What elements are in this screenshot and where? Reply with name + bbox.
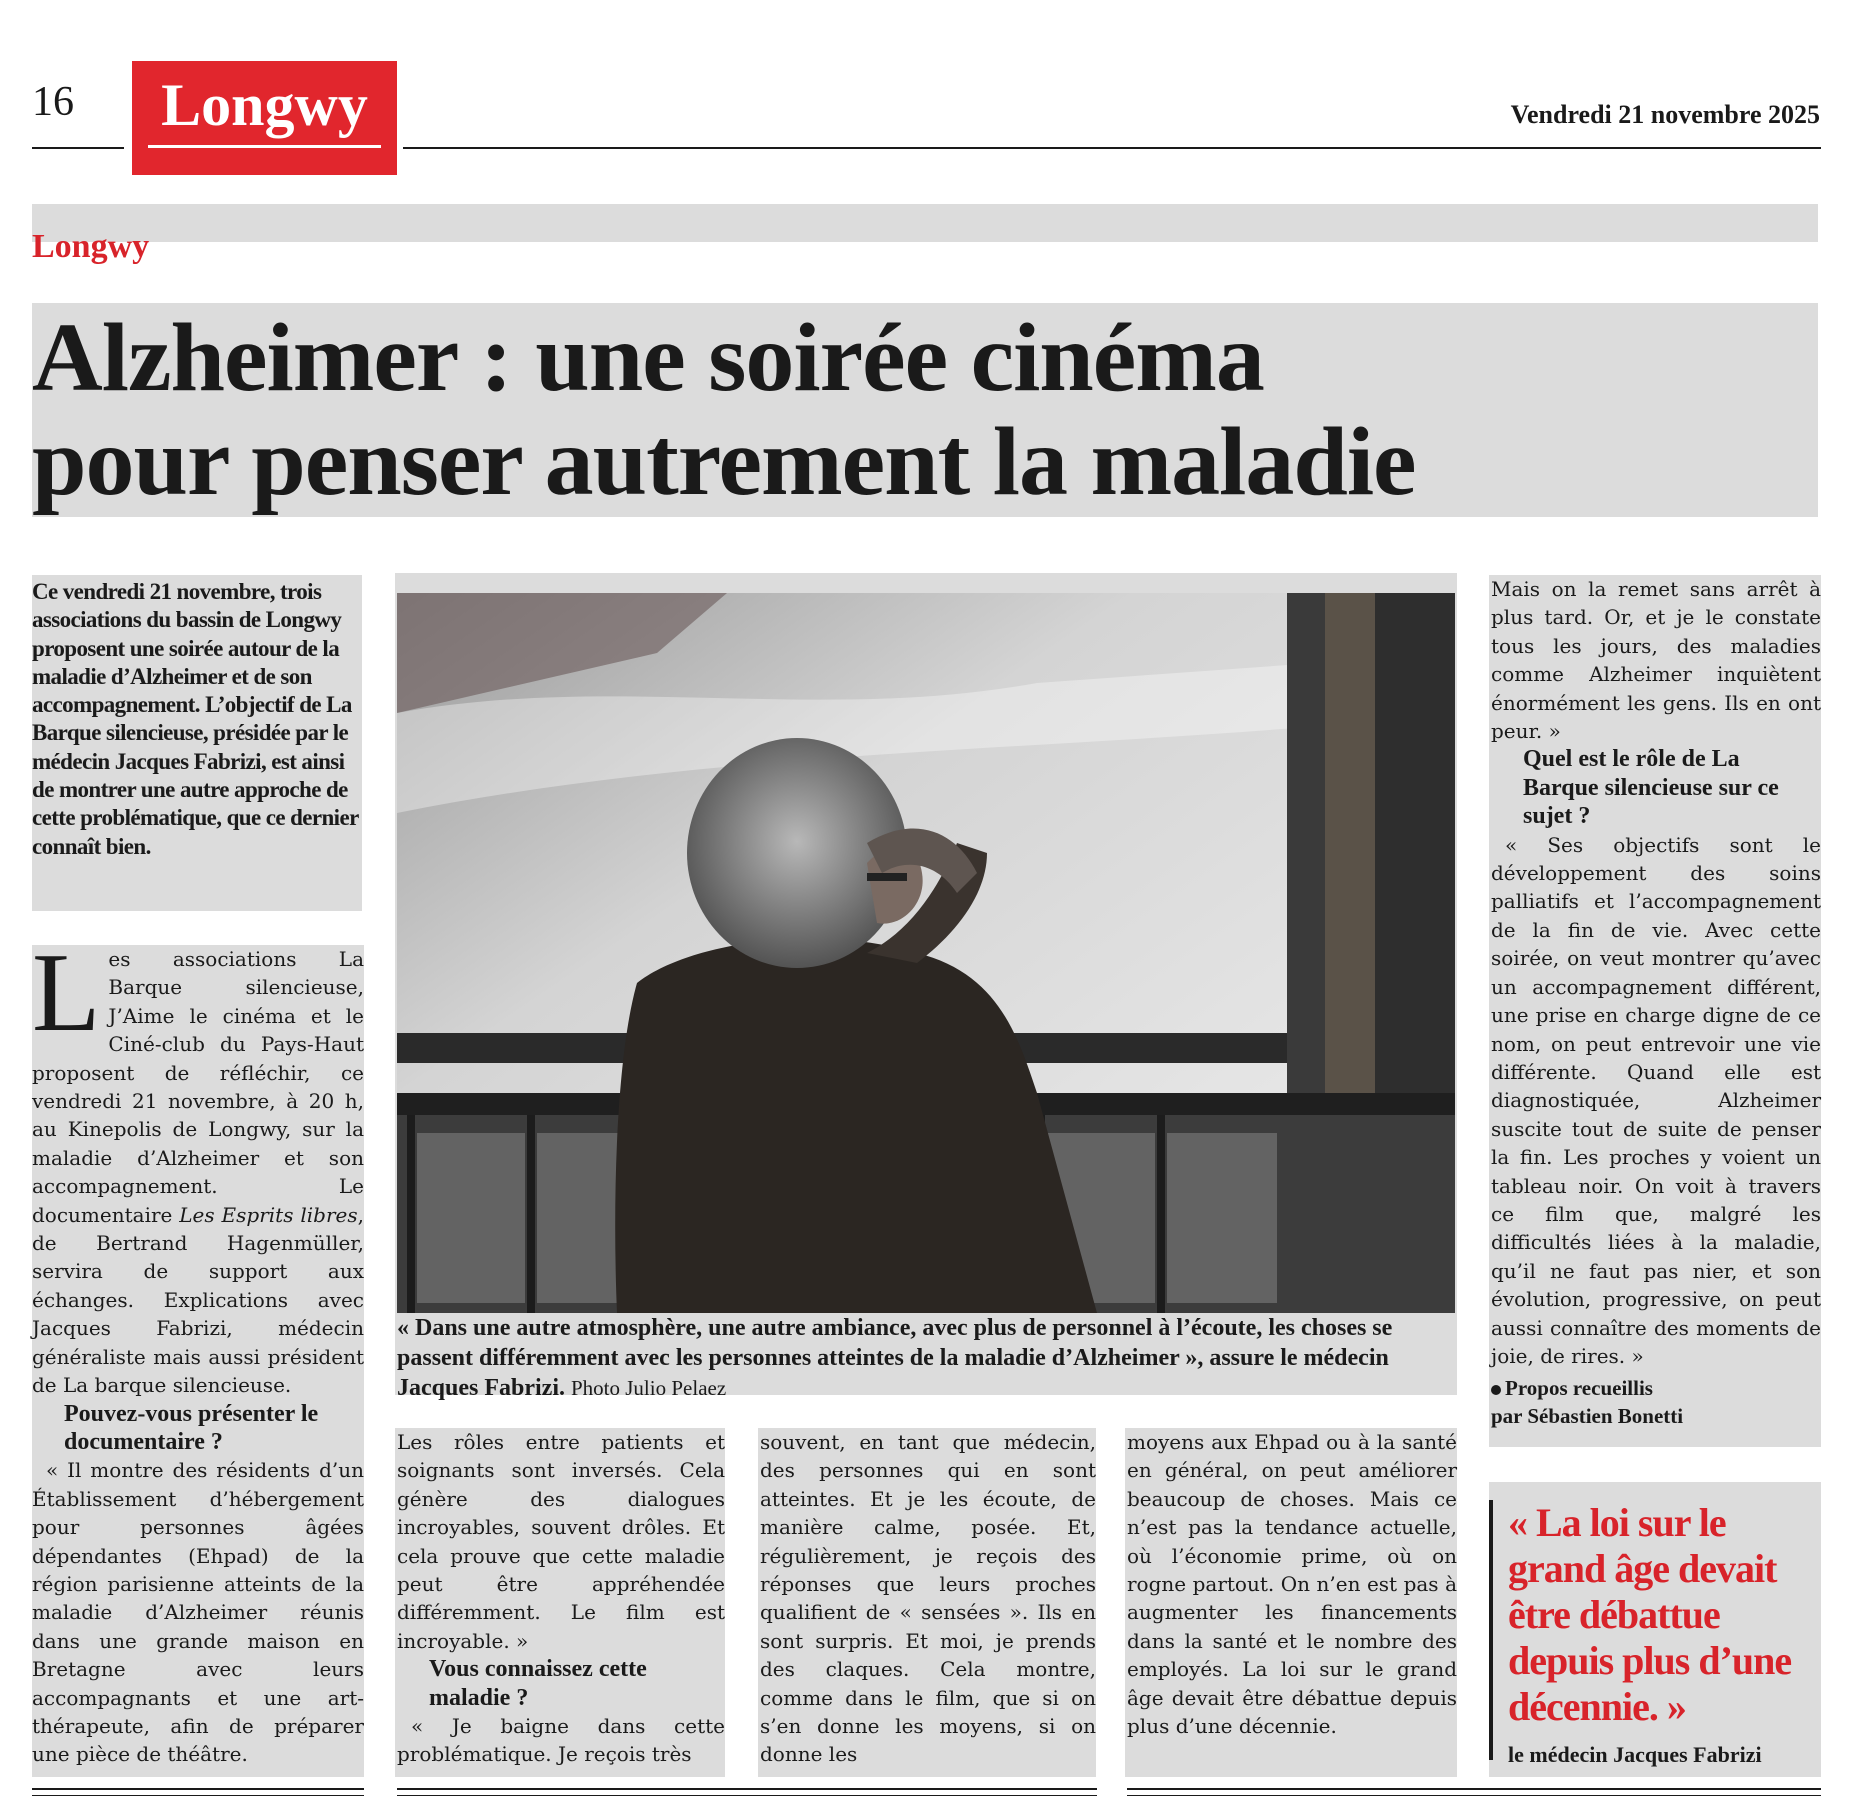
article-column-4 <box>1127 1428 1457 1740</box>
article-column-3 <box>760 1428 1096 1769</box>
interview-question: Pouvez-vous présenter le documentaire ? <box>64 1400 319 1455</box>
logo-text: Longwy <box>161 72 368 138</box>
bottom-rule <box>32 1795 364 1796</box>
interview-answer: « Ses objectifs sont le développement des soins palliatifs et l’accompagnement de la fin de vie. Avec cette soirée, on veut montrer qu’avec un accompagnement différent, une prise en charge digne de ce nom, on peut entrevoir une vie différente. Quand elle est diagnostiquée, Alzheimer suscite tout de suite de penser la fin. Les proches y voient un tableau noir. On voit à travers ce film que, malgré les difficultés liées à la maladie, qu’il ne faut pas nier, et son évolution, progressive, on peut aussi connaître des moments de joie, de rires. » <box>1491 832 1821 1368</box>
article-lead: Ce vendredi 21 novembre, trois associations du bassin de Longwy proposent une soirée autour de la maladie d’Alzheimer et de son accompagnement. L’objectif de La Barque silencieuse, présidée par le médecin Jacques Fabrizi, est ainsi de montrer une autre approche de cette problématique, que ce dernier connaît bien. <box>32 579 359 859</box>
caption-text: « Dans une autre atmosphère, une autre ambiance, avec plus de personnel à l’écoute, les choses se passent différemment avec les personnes atteintes de la maladie d’Alzheimer », assure le médecin Jacques Fabrizi. <box>397 1315 1393 1401</box>
interview-answer: souvent, en tant que médecin, des personnes qui en sont atteintes. Et je les écoute, de manière calme, posée. Et, régulièrement, je reçois des réponses que leurs proches qualifient de « sensées ». Ils en sont surpris. Et moi, je prends des claques. Cela montre, comme dans le film, que si on s’en donne les moyens, si on donne les <box>760 1430 1096 1767</box>
bottom-rule <box>1127 1788 1821 1790</box>
author-signature: Propos recueillis par Sébastien Bonetti <box>1491 1376 1684 1429</box>
header-rule <box>403 147 1821 149</box>
newspaper-logo <box>132 61 397 175</box>
section-label: Longwy <box>32 228 150 265</box>
interview-answer: moyens aux Ehpad ou à la santé en général, on peut améliorer beaucoup de choses. Mais ce n’est pas la tendance actuelle, où l’économie prime, où on rogne partout. On n’en est pas à augmenter les financements dans la santé et le nombre des employés. La loi sur le grand âge devait être débattue depuis plus d’une décennie. <box>1127 1430 1457 1739</box>
bottom-rule <box>397 1795 1097 1796</box>
article-column-2 <box>397 1428 725 1769</box>
interview-question: Vous connaissez cette maladie ? <box>429 1656 647 1711</box>
article-column-5 <box>1491 575 1821 1430</box>
photo-credit: Photo Julio Pelaez <box>571 1376 727 1400</box>
pull-quote-bar <box>1489 1500 1493 1760</box>
film-title: Les Esprits libres <box>179 1202 358 1227</box>
bottom-rule <box>1127 1795 1821 1796</box>
pull-quote: « La loi sur le grand âge devait être débattue depuis plus d’une décennie. » <box>1508 1500 1792 1729</box>
page-number: 16 <box>32 79 74 125</box>
interview-answer: Mais on la remet sans arrêt à plus tard. Or, et je le constate tous les jours, des maladies comme Alzheimer inquiètent énormément les gens. Ils en ont peur. » <box>1491 577 1821 744</box>
interview-answer: Les rôles entre patients et soignants sont inversés. Cela génère des dialogues incroyables, souvent drôles. Et cela prouve que cette maladie peut être appréhendée différemment. Le film est incroyable. » <box>397 1430 725 1653</box>
article-photo <box>397 593 1455 1313</box>
bottom-rule <box>32 1788 364 1790</box>
interview-answer: « Je baigne dans cette problématique. Je reçois très <box>397 1714 725 1767</box>
article-column-1 <box>32 931 364 1769</box>
bullet-icon <box>1491 1385 1501 1395</box>
header-rule <box>32 147 124 149</box>
body-paragraph: Les associations La Barque silencieuse, J’Aime le cinéma et le Ciné-club du Pays-Haut proposent de réfléchir, ce vendredi 21 novembre, à 20 h, au Kinepolis de Longwy, sur la maladie d’Alzheimer et son accompagnement. Le documentaire Les Esprits libres, de Bertrand Hagenmüller, servira de support aux échanges. Explications avec Jacques Fabrizi, médecin généraliste mais aussi président de La barque silencieuse. <box>32 931 364 1398</box>
issue-date: Vendredi 21 novembre 2025 <box>1510 100 1820 129</box>
photo-caption <box>397 1313 1455 1403</box>
section-band <box>32 204 1818 242</box>
bottom-rule <box>397 1788 1097 1790</box>
headline-line-2: pour penser autrement la maladie <box>32 408 1416 516</box>
interview-question: Quel est le rôle de La Barque silencieuse sur ce sujet ? <box>1523 746 1779 830</box>
headline <box>32 306 1818 514</box>
pull-quote-author: le médecin Jacques Fabrizi <box>1508 1742 1762 1767</box>
logo-underline <box>148 145 381 148</box>
interview-answer: « Il montre des résidents d’un Établissement d’hébergement pour personnes âgées dépendantes (Ehpad) de la région parisienne atteints de la maladie d’Alzheimer réunis dans une grande maison en Bretagne avec leurs accompagnants et une art-thérapeute, afin de préparer une pièce de théâtre. <box>32 1458 364 1767</box>
headline-line-1: Alzheimer : une soirée cinéma <box>32 304 1264 412</box>
drop-cap: L <box>32 931 101 1055</box>
